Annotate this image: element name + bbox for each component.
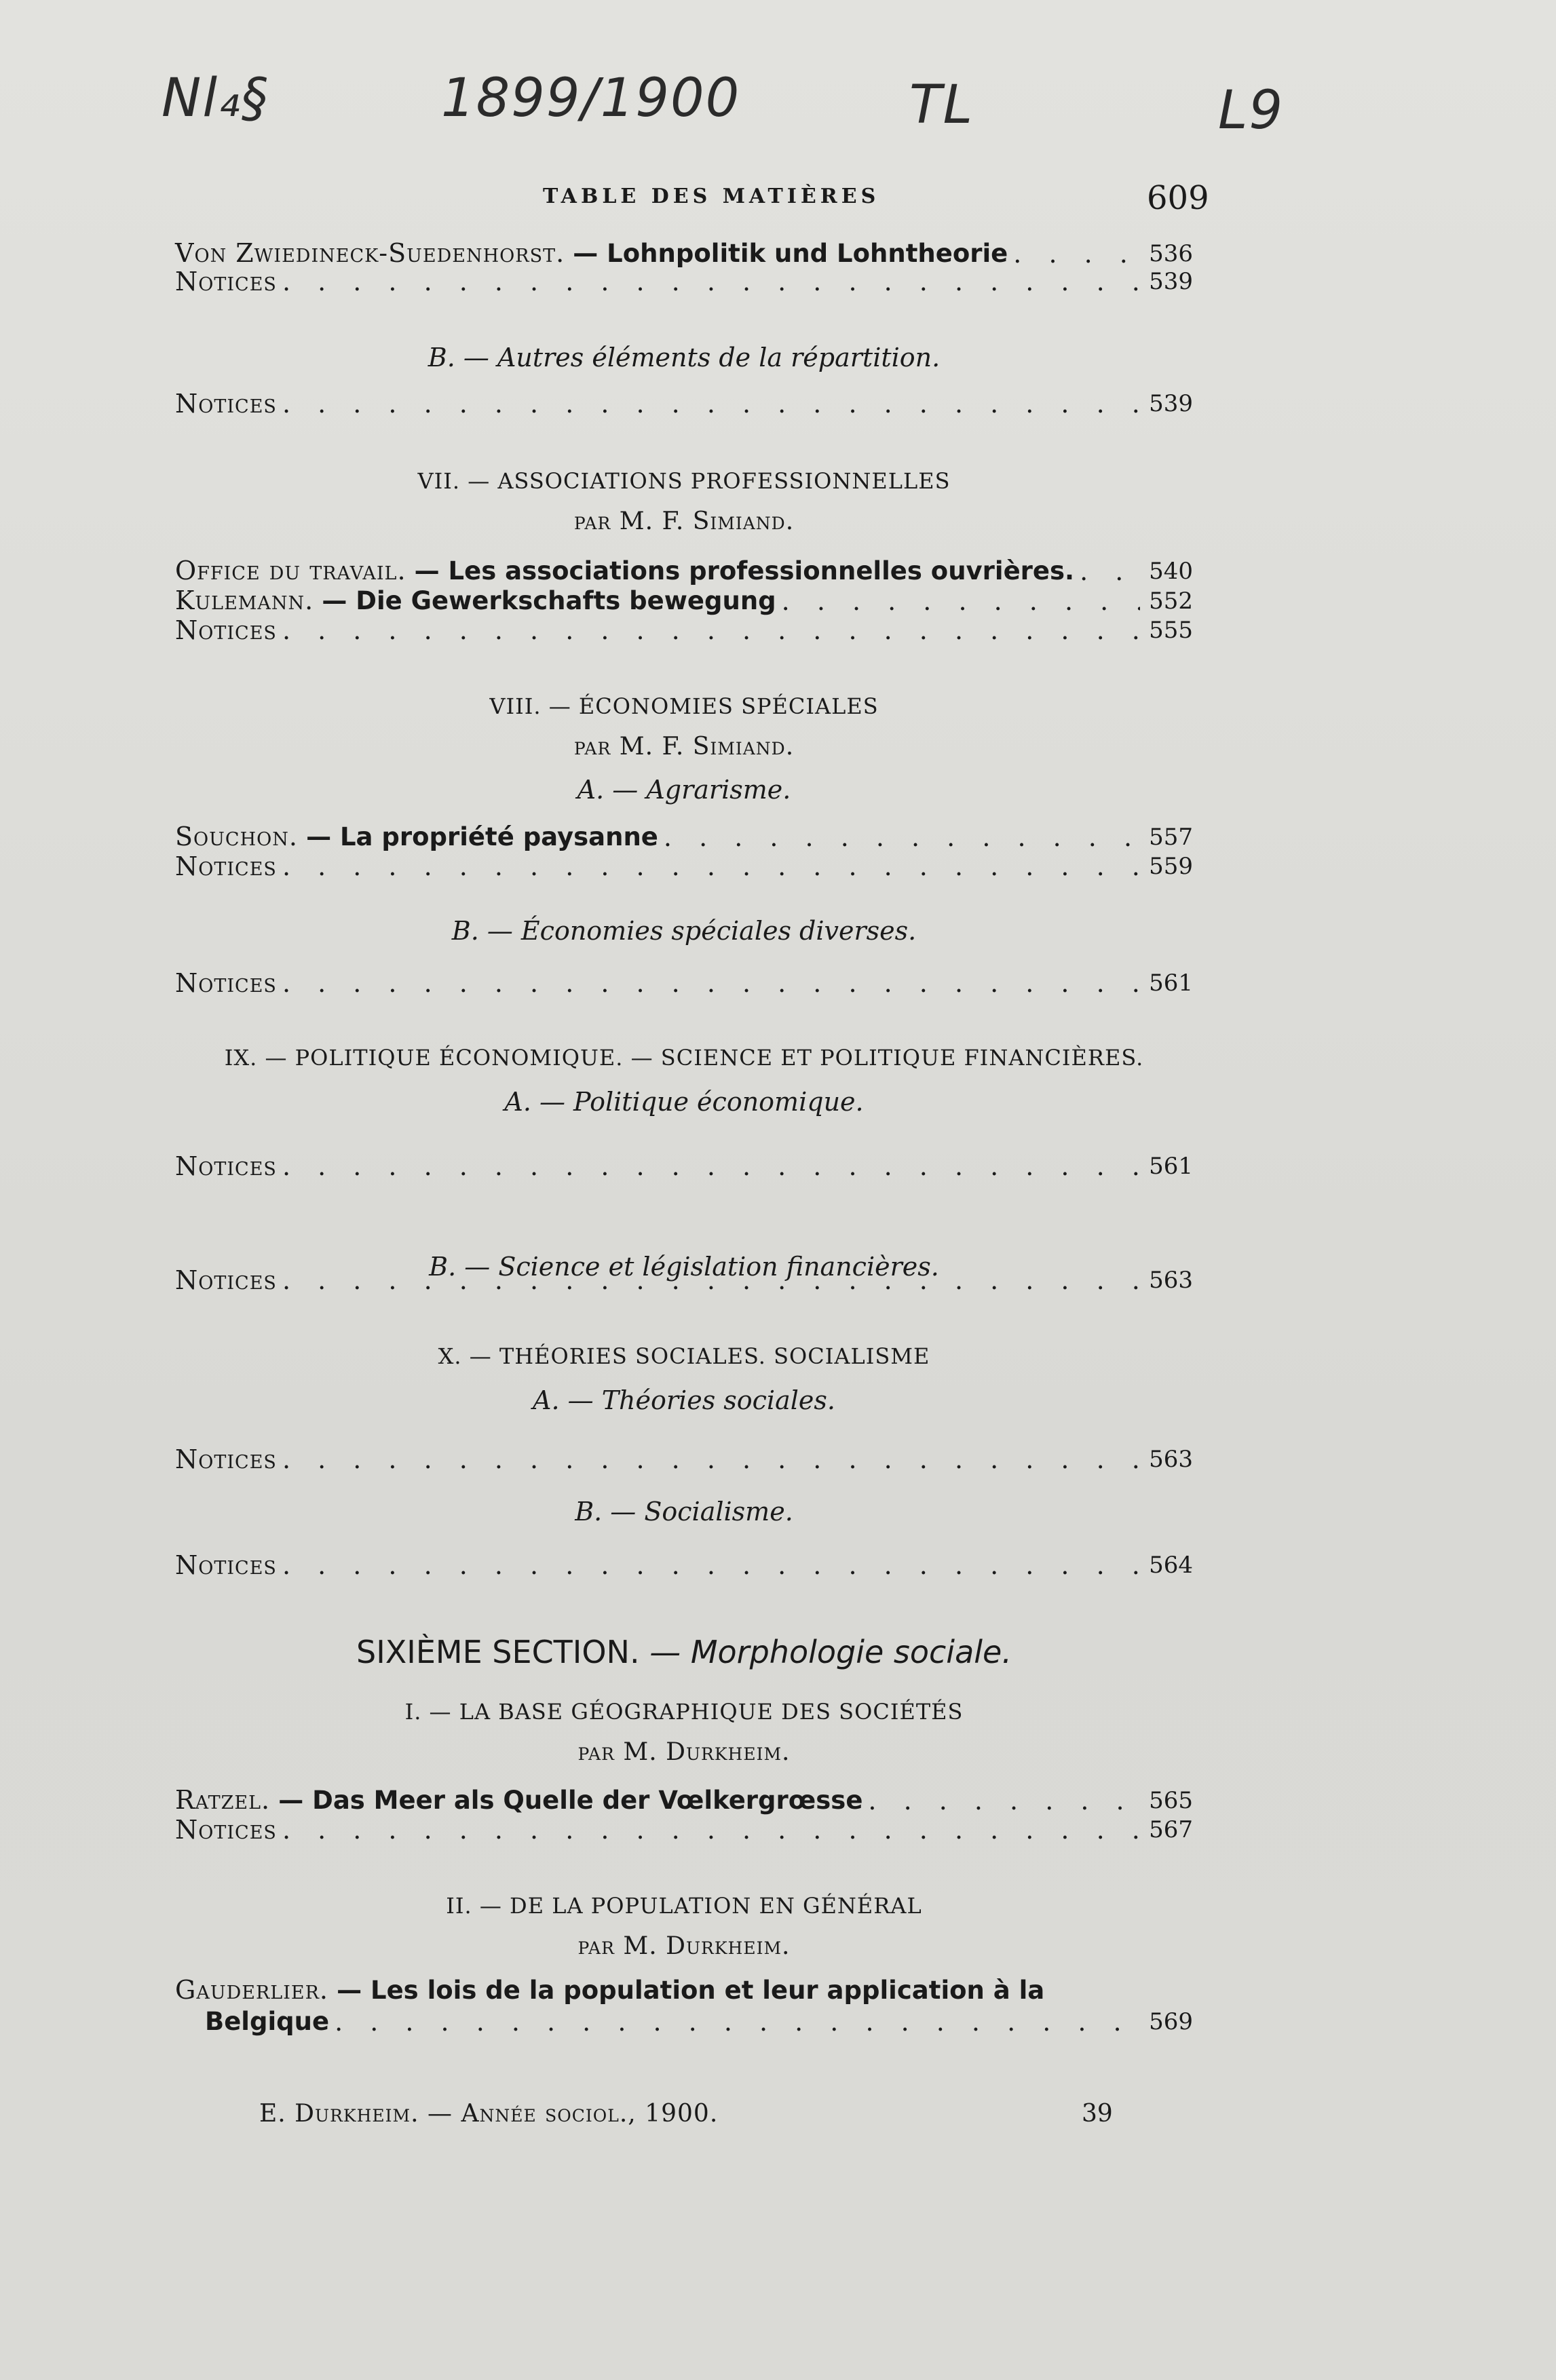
entry-page: 557 [1149, 824, 1193, 851]
leader-dots [335, 2006, 1140, 2037]
entry-title: — Lohnpolitik und Lohntheorie [573, 239, 1008, 268]
leader-dots [664, 822, 1140, 853]
entry-page: 561 [1149, 1153, 1193, 1180]
entry-author: Von Zwiedineck-Suedenhorst. [175, 238, 565, 268]
entry-page: 539 [1149, 268, 1193, 295]
toc-entry-notices [175, 967, 1193, 999]
subsection-heading: B. — Science et législation financières. [429, 1252, 939, 1282]
entry-page: 565 [1149, 1787, 1193, 1814]
leader-dots [868, 1785, 1140, 1816]
section-heading: II. — DE LA POPULATION EN GÉNÉRAL [446, 1893, 922, 1919]
entry-title: — Das Meer als Quelle der Vœlkergrœsse [278, 1786, 863, 1815]
leader-dots [282, 1151, 1140, 1182]
entry-label: Notices [175, 1550, 277, 1580]
section-author: par M. Durkheim. [577, 1932, 791, 1960]
entry-label: Notices [175, 1444, 277, 1474]
leader-dots [1080, 556, 1140, 587]
entry-title: — Les lois de la population et leur application à la [337, 1976, 1045, 2005]
section-author: par M. Durkheim. [577, 1738, 791, 1766]
leader-dots [282, 1814, 1140, 1845]
entry-label: Notices [175, 389, 277, 419]
leader-dots [282, 388, 1140, 419]
toc-entry-notices [175, 851, 1193, 882]
section-subtitle: — Morphologie sociale. [649, 1634, 1012, 1670]
subsection-heading: B. — Socialisme. [575, 1497, 793, 1527]
toc-entry-notices [175, 1550, 1193, 1581]
leader-dots [282, 1550, 1140, 1581]
subsection-heading: B. — Autres éléments de la répartition. [428, 343, 941, 372]
subsection-heading: A. — Agrarisme. [577, 775, 791, 805]
entry-author: Office du travail. [175, 556, 406, 586]
footer-signature: E. Durkheim. — Année sociol., 1900. [259, 2100, 719, 2128]
toc-entry-ratzel [175, 1784, 1193, 1816]
leader-dots [282, 615, 1140, 646]
toc-entry-gauderlier [175, 1974, 1193, 2037]
toc-entry-notices [175, 388, 1193, 419]
entry-page: 559 [1149, 853, 1193, 880]
entry-label: Notices [175, 267, 277, 296]
entry-title: — La propriété paysanne [306, 822, 658, 851]
entry-label: Notices [175, 1265, 277, 1295]
leader-dots [282, 1265, 1140, 1296]
entry-title: — Les associations professionnelles ouvrières. [414, 556, 1075, 586]
toc-entry-notices [175, 615, 1193, 646]
entry-author: Souchon. [175, 822, 298, 851]
leader-dots [1013, 238, 1140, 269]
entry-page: 567 [1149, 1816, 1193, 1843]
toc-entry-notices [175, 1265, 1193, 1296]
entry-label: Notices [175, 615, 277, 645]
entry-page: 563 [1149, 1267, 1193, 1294]
toc-entry-office [175, 555, 1193, 587]
entry-page: 540 [1149, 558, 1193, 585]
subsection-heading: B. — Économies spéciales diverses. [451, 916, 917, 946]
leader-dots [282, 266, 1140, 297]
toc-entry-souchon [175, 821, 1193, 853]
section-title [175, 1634, 1193, 1670]
entry-author: Ratzel. [175, 1785, 271, 1815]
page-number: 609 [1147, 179, 1209, 217]
section-heading: I. — LA BASE GÉOGRAPHIQUE DES SOCIÉTÉS [404, 1699, 964, 1725]
entry-title-continued: Belgique [205, 2007, 330, 2036]
entry-label: Notices [175, 968, 277, 998]
footer-signature-number: 39 [1082, 2100, 1113, 2128]
section-author: par M. F. Simiand. [573, 733, 795, 761]
section-heading: VII. — ASSOCIATIONS PROFESSIONNELLES [417, 468, 951, 494]
entry-page: 563 [1149, 1446, 1193, 1473]
running-header [0, 179, 1556, 225]
entry-title: — Die Gewerkschafts bewegung [322, 586, 776, 615]
entry-page: 569 [1149, 2008, 1193, 2035]
toc-entry-zwiedineck [175, 237, 1193, 269]
entry-label: Notices [175, 851, 277, 881]
leader-dots [782, 586, 1140, 617]
section-heading: VIII. — ÉCONOMIES SPÉCIALES [489, 693, 879, 719]
entry-author: Kulemann. [175, 586, 314, 615]
toc-entry-notices [175, 1444, 1193, 1475]
section-heading: IX. — POLITIQUE ÉCONOMIQUE. — SCIENCE ET POLITIQUE FINANCIÈRES. [224, 1045, 1144, 1071]
running-title: TABLE DES MATIÈRES [543, 185, 880, 208]
toc-entry-notices [175, 1814, 1193, 1845]
handwritten-mark-right: TL [909, 75, 974, 136]
handwritten-mark-far-right: L9 [1218, 80, 1285, 141]
entry-label: Notices [175, 1815, 277, 1845]
leader-dots [282, 851, 1140, 882]
entry-page: 561 [1149, 970, 1193, 997]
leader-dots [282, 967, 1140, 999]
entry-label: Notices [175, 1151, 277, 1181]
toc-entry-kulemann [175, 585, 1193, 617]
entry-author: Gauderlier. [175, 1975, 329, 2005]
entry-page: 552 [1149, 588, 1193, 615]
section-author: par M. F. Simiand. [573, 507, 795, 535]
handwritten-mark-left: Nl₄§ [162, 68, 269, 129]
toc-entry-notices [175, 1151, 1193, 1182]
subsection-heading: A. — Théories sociales. [533, 1385, 835, 1415]
subsection-heading: A. — Politique économique. [504, 1087, 864, 1117]
section-label: SIXIÈME SECTION. [356, 1634, 640, 1670]
leader-dots [282, 1444, 1140, 1475]
entry-page: 539 [1149, 390, 1193, 417]
handwritten-mark-center: 1899/1900 [441, 68, 741, 129]
toc-entry-notices [175, 266, 1193, 297]
entry-page: 564 [1149, 1552, 1193, 1579]
section-heading: X. — THÉORIES SOCIALES. SOCIALISME [438, 1343, 930, 1369]
entry-page: 536 [1149, 240, 1193, 267]
entry-page: 555 [1149, 617, 1193, 644]
